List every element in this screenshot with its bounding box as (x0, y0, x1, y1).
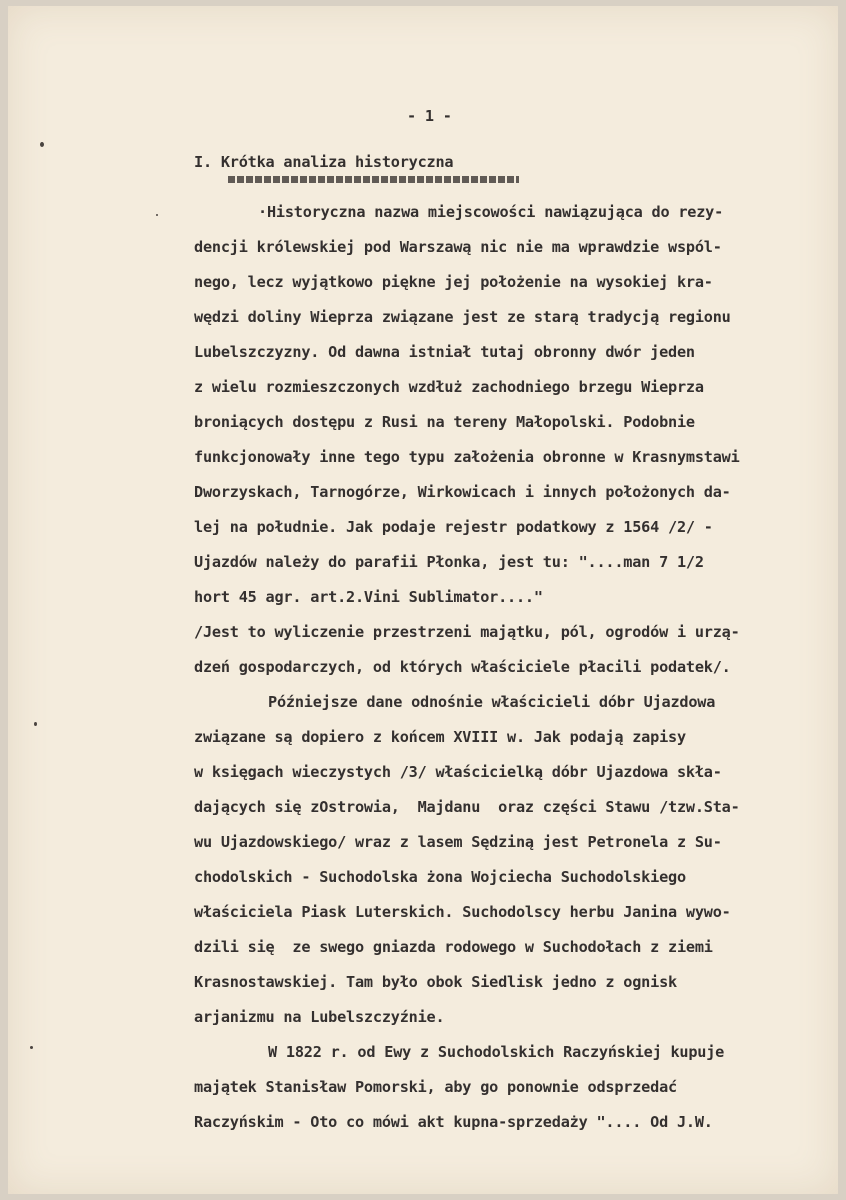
text-line: W 1822 r. od Ewy z Suchodolskich Raczyńskiej kupuje (268, 1043, 725, 1061)
text-line: w księgach wieczystych /3/ właścicielką dóbr Ujazdowa skła- (194, 763, 722, 781)
text-line: z wielu rozmieszczonych wzdłuż zachodniego brzegu Wieprza (194, 378, 704, 396)
text-line: lej na południe. Jak podaje rejestr podatkowy z 1564 /2/ - (194, 518, 713, 536)
paper-speck (156, 214, 158, 216)
section-heading: I. Krótka analiza historyczna (194, 153, 454, 171)
text-line: dencji królewskiej pod Warszawą nic nie ma wprawdzie wspól- (194, 238, 722, 256)
text-line: /Jest to wyliczenie przestrzeni majątku, pól, ogrodów i urzą- (194, 623, 740, 641)
text-line: Późniejsze dane odnośnie właścicieli dóbr Ujazdowa (268, 693, 716, 711)
text-line: arjanizmu na Lubelszczyźnie. (194, 1008, 445, 1026)
text-line: ·Historyczna nazwa miejscowości nawiązująca do rezy- (258, 203, 724, 221)
text-line: związane są dopiero z końcem XVIII w. Jak podają zapisy (194, 728, 686, 746)
text-line: Dworzyskach, Tarnogórze, Wirkowicach i innych położonych da- (194, 483, 731, 501)
text-line: majątek Stanisław Pomorski, aby go ponownie odsprzedać (194, 1078, 677, 1096)
page-number: - 1 - (407, 107, 452, 125)
text-line: wu Ujazdowskiego/ wraz z lasem Sędziną jest Petronela z Su- (194, 833, 722, 851)
paper-speck (34, 722, 37, 726)
text-line: Ujazdów należy do parafii Płonka, jest tu: "....man 7 1/2 (194, 553, 704, 571)
text-line: dzili się ze swego gniazda rodowego w Suchodołach z ziemi (194, 938, 713, 956)
text-line: broniących dostępu z Rusi na tereny Małopolski. Podobnie (194, 413, 695, 431)
text-line: Krasnostawskiej. Tam było obok Siedlisk jedno z ognisk (194, 973, 677, 991)
document-page (8, 6, 838, 1194)
text-line: dzeń gospodarczych, od których właściciele płacili podatek/. (194, 658, 731, 676)
heading-underline (228, 176, 519, 183)
text-line: funkcjonowały inne tego typu założenia obronne w Krasnymstawi (194, 448, 740, 466)
paper-speck (30, 1046, 33, 1049)
text-line: Raczyńskim - Oto co mówi akt kupna-sprzedaży ".... Od J.W. (194, 1113, 713, 1131)
text-line: nego, lecz wyjątkowo piękne jej położenie na wysokiej kra- (194, 273, 713, 291)
text-line: dających się zOstrowia, Majdanu oraz części Stawu /tzw.Sta- (194, 798, 740, 816)
text-line: wędzi doliny Wieprza związane jest ze starą tradycją regionu (194, 308, 731, 326)
text-line: właściciela Piask Luterskich. Suchodolscy herbu Janina wywo- (194, 903, 731, 921)
text-line: chodolskich - Suchodolska żona Wojciecha Suchodolskiego (194, 868, 686, 886)
paper-speck (40, 142, 44, 147)
text-line: Lubelszczyzny. Od dawna istniał tutaj obronny dwór jeden (194, 343, 695, 361)
text-line: hort 45 agr. art.2.Vini Sublimator...." (194, 588, 543, 606)
